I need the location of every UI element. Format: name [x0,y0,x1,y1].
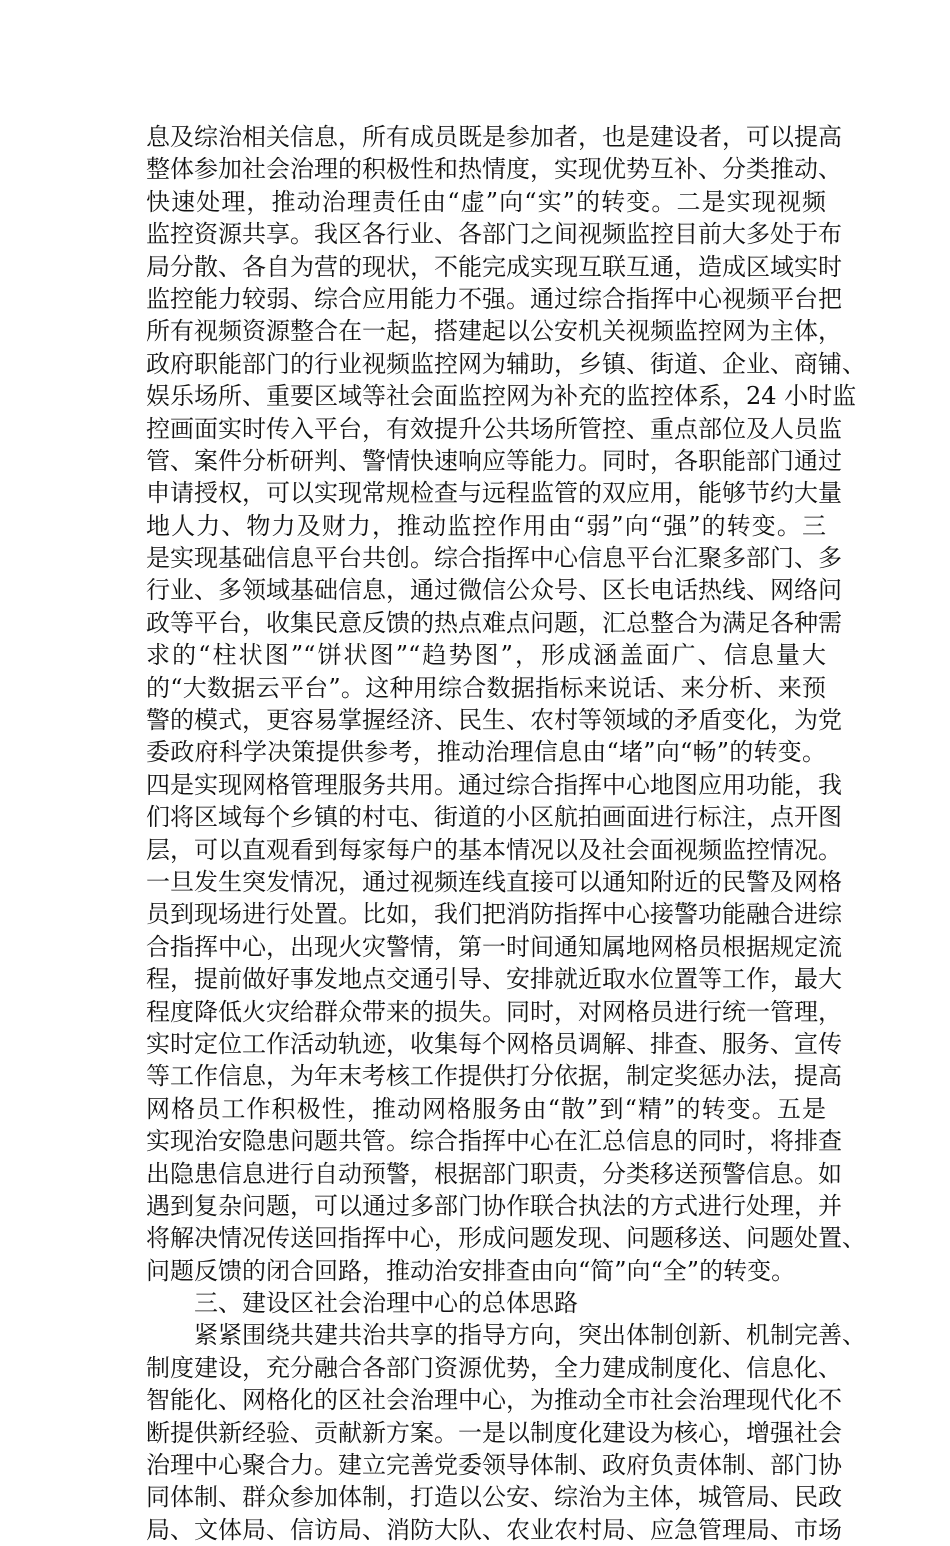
text-line: 局、文体局、信访局、消防大队、农业农村局、应急管理局、市场 [146,1515,842,1544]
text-line: 们将区域每个乡镇的村屯、街道的小区航拍画面进行标注，点开图 [146,803,842,832]
text-line: 行业、多领域基础信息，通过微信公众号、区长电话热线、网络问 [146,576,842,605]
text-line: 娱乐场所、重要区域等社会面监控网为补充的监控体系，24 小时监 [146,382,857,411]
text-line: 智能化、网格化的区社会治理中心，为推动全市社会治理现代化不 [146,1386,842,1415]
text-line: 治理中心聚合力。建立完善党委领导体制、政府负责体制、部门协 [146,1451,842,1480]
text-line: 息及综治相关信息，所有成员既是参加者，也是建设者，可以提高 [146,123,842,151]
text-line: 将解决情况传送回指挥中心，形成问题发现、问题移送、问题处置、 [146,1224,866,1253]
text-line: 实现治安隐患问题共管。综合指挥中心在汇总信息的同时，将排查 [146,1127,842,1156]
text-line: 四是实现网格管理服务共用。通过综合指挥中心地图应用功能，我 [146,770,842,799]
text-line: 网格员工作积极性，推动网格服务由“散”到“精”的转变。五是 [146,1094,826,1123]
text-line: 所有视频资源整合在一起，搭建起以公安机关视频监控网为主体， [146,317,842,346]
text-line: 合指挥中心，出现火灾警情，第一时间通知属地网格员根据规定流 [146,932,842,961]
text-line: 控画面实时传入平台，有效提升公共场所管控、重点部位及人员监 [146,414,842,443]
text-line: 政等平台，收集民意反馈的热点难点问题，汇总整合为满足各种需 [146,608,842,637]
text-line: 紧紧围绕共建共治共享的指导方向，突出体制创新、机制完善、 [146,1321,866,1350]
text-line: 求的“柱状图”“饼状图”“趋势图”，形成涵盖面广、信息量大 [146,641,826,670]
text-line: 警的模式，更容易掌握经济、民生、农村等领域的矛盾变化，为党 [146,706,842,735]
text-line: 是实现基础信息平台共创。综合指挥中心信息平台汇聚多部门、多 [146,544,842,573]
text-line: 申请授权，可以实现常规检查与远程监管的双应用，能够节约大量 [146,479,842,508]
text-line: 遇到复杂问题，可以通过多部门协作联合执法的方式进行处理，并 [146,1191,842,1220]
text-line: 制度建设，充分融合各部门资源优势，全力建成制度化、信息化、 [146,1353,842,1382]
text-line: 监控能力较弱、综合应用能力不强。通过综合指挥中心视频平台把 [146,284,842,313]
text-line: 局分散、各自为营的现状，不能完成实现互联互通，造成区域实时 [146,252,842,281]
text-line: 层，可以直观看到每家每户的基本情况以及社会面视频监控情况。 [146,835,842,864]
text-line: 管、案件分析研判、警情快速响应等能力。同时，各职能部门通过 [146,446,842,475]
document-body [146,121,866,1546]
text-line: 委政府科学决策提供参考，推动治理信息由“堵”向“畅”的转变。 [146,738,826,767]
text-line: 监控资源共享。我区各行业、各部门之间视频监控目前大多处于布 [146,220,842,249]
text-line: 一旦发生突发情况，通过视频连线直接可以通知附近的民警及网格 [146,867,842,896]
text-line: 同体制、群众参加体制，打造以公安、综治为主体，城管局、民政 [146,1483,842,1512]
text-line: 整体参加社会治理的积极性和热情度，实现优势互补、分类推动、 [146,155,842,184]
text-line: 程度降低火灾给群众带来的损失。同时，对网格员进行统一管理， [146,997,842,1026]
text-line: 出隐患信息进行自动预警，根据部门职责，分类移送预警信息。如 [146,1159,842,1188]
text-line: 地人力、物力及财力，推动监控作用由“弱”向“强”的转变。三 [146,511,826,540]
text-line: 实时定位工作活动轨迹，收集每个网格员调解、排查、服务、宣传 [146,1029,842,1058]
text-line: 的“大数据云平台”。这种用综合数据指标来说话、来分析、来预 [146,673,826,702]
text-line: 政府职能部门的行业视频监控网为辅助，乡镇、街道、企业、商铺、 [146,349,866,378]
text-line: 程，提前做好事发地点交通引导、安排就近取水位置等工作，最大 [146,965,842,994]
section-heading: 三、建设区社会治理中心的总体思路 [146,1289,578,1318]
text-line: 快速处理，推动治理责任由“虚”向“实”的转变。二是实现视频 [146,187,826,216]
text-line: 等工作信息，为年末考核工作提供打分依据，制定奖惩办法，提高 [146,1062,842,1091]
text-line: 问题反馈的闭合回路，推动治安排查由向“简”向“全”的转变。 [146,1256,796,1285]
text-line: 员到现场进行处置。比如，我们把消防指挥中心接警功能融合进综 [146,900,842,929]
text-line: 断提供新经验、贡献新方案。一是以制度化建设为核心，增强社会 [146,1418,842,1447]
